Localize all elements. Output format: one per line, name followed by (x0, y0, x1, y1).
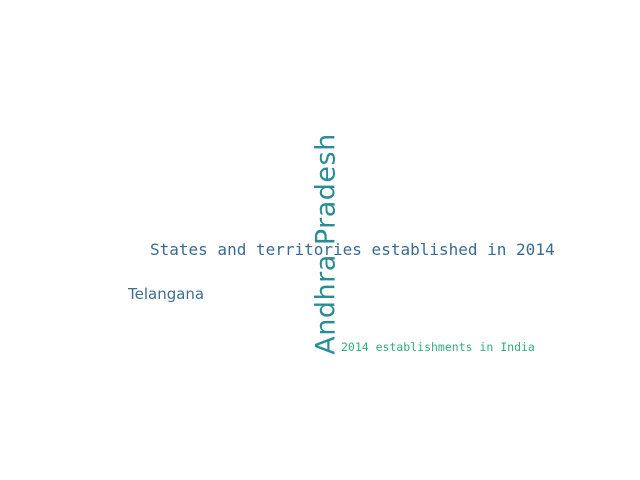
word-states-and-territories: States and territories established in 2014 (150, 240, 555, 259)
word-andhra-pradesh: Andhra Pradesh (310, 133, 342, 355)
word-telangana: Telangana (128, 285, 205, 303)
word-2014-establishments: 2014 establishments in India (341, 340, 535, 354)
